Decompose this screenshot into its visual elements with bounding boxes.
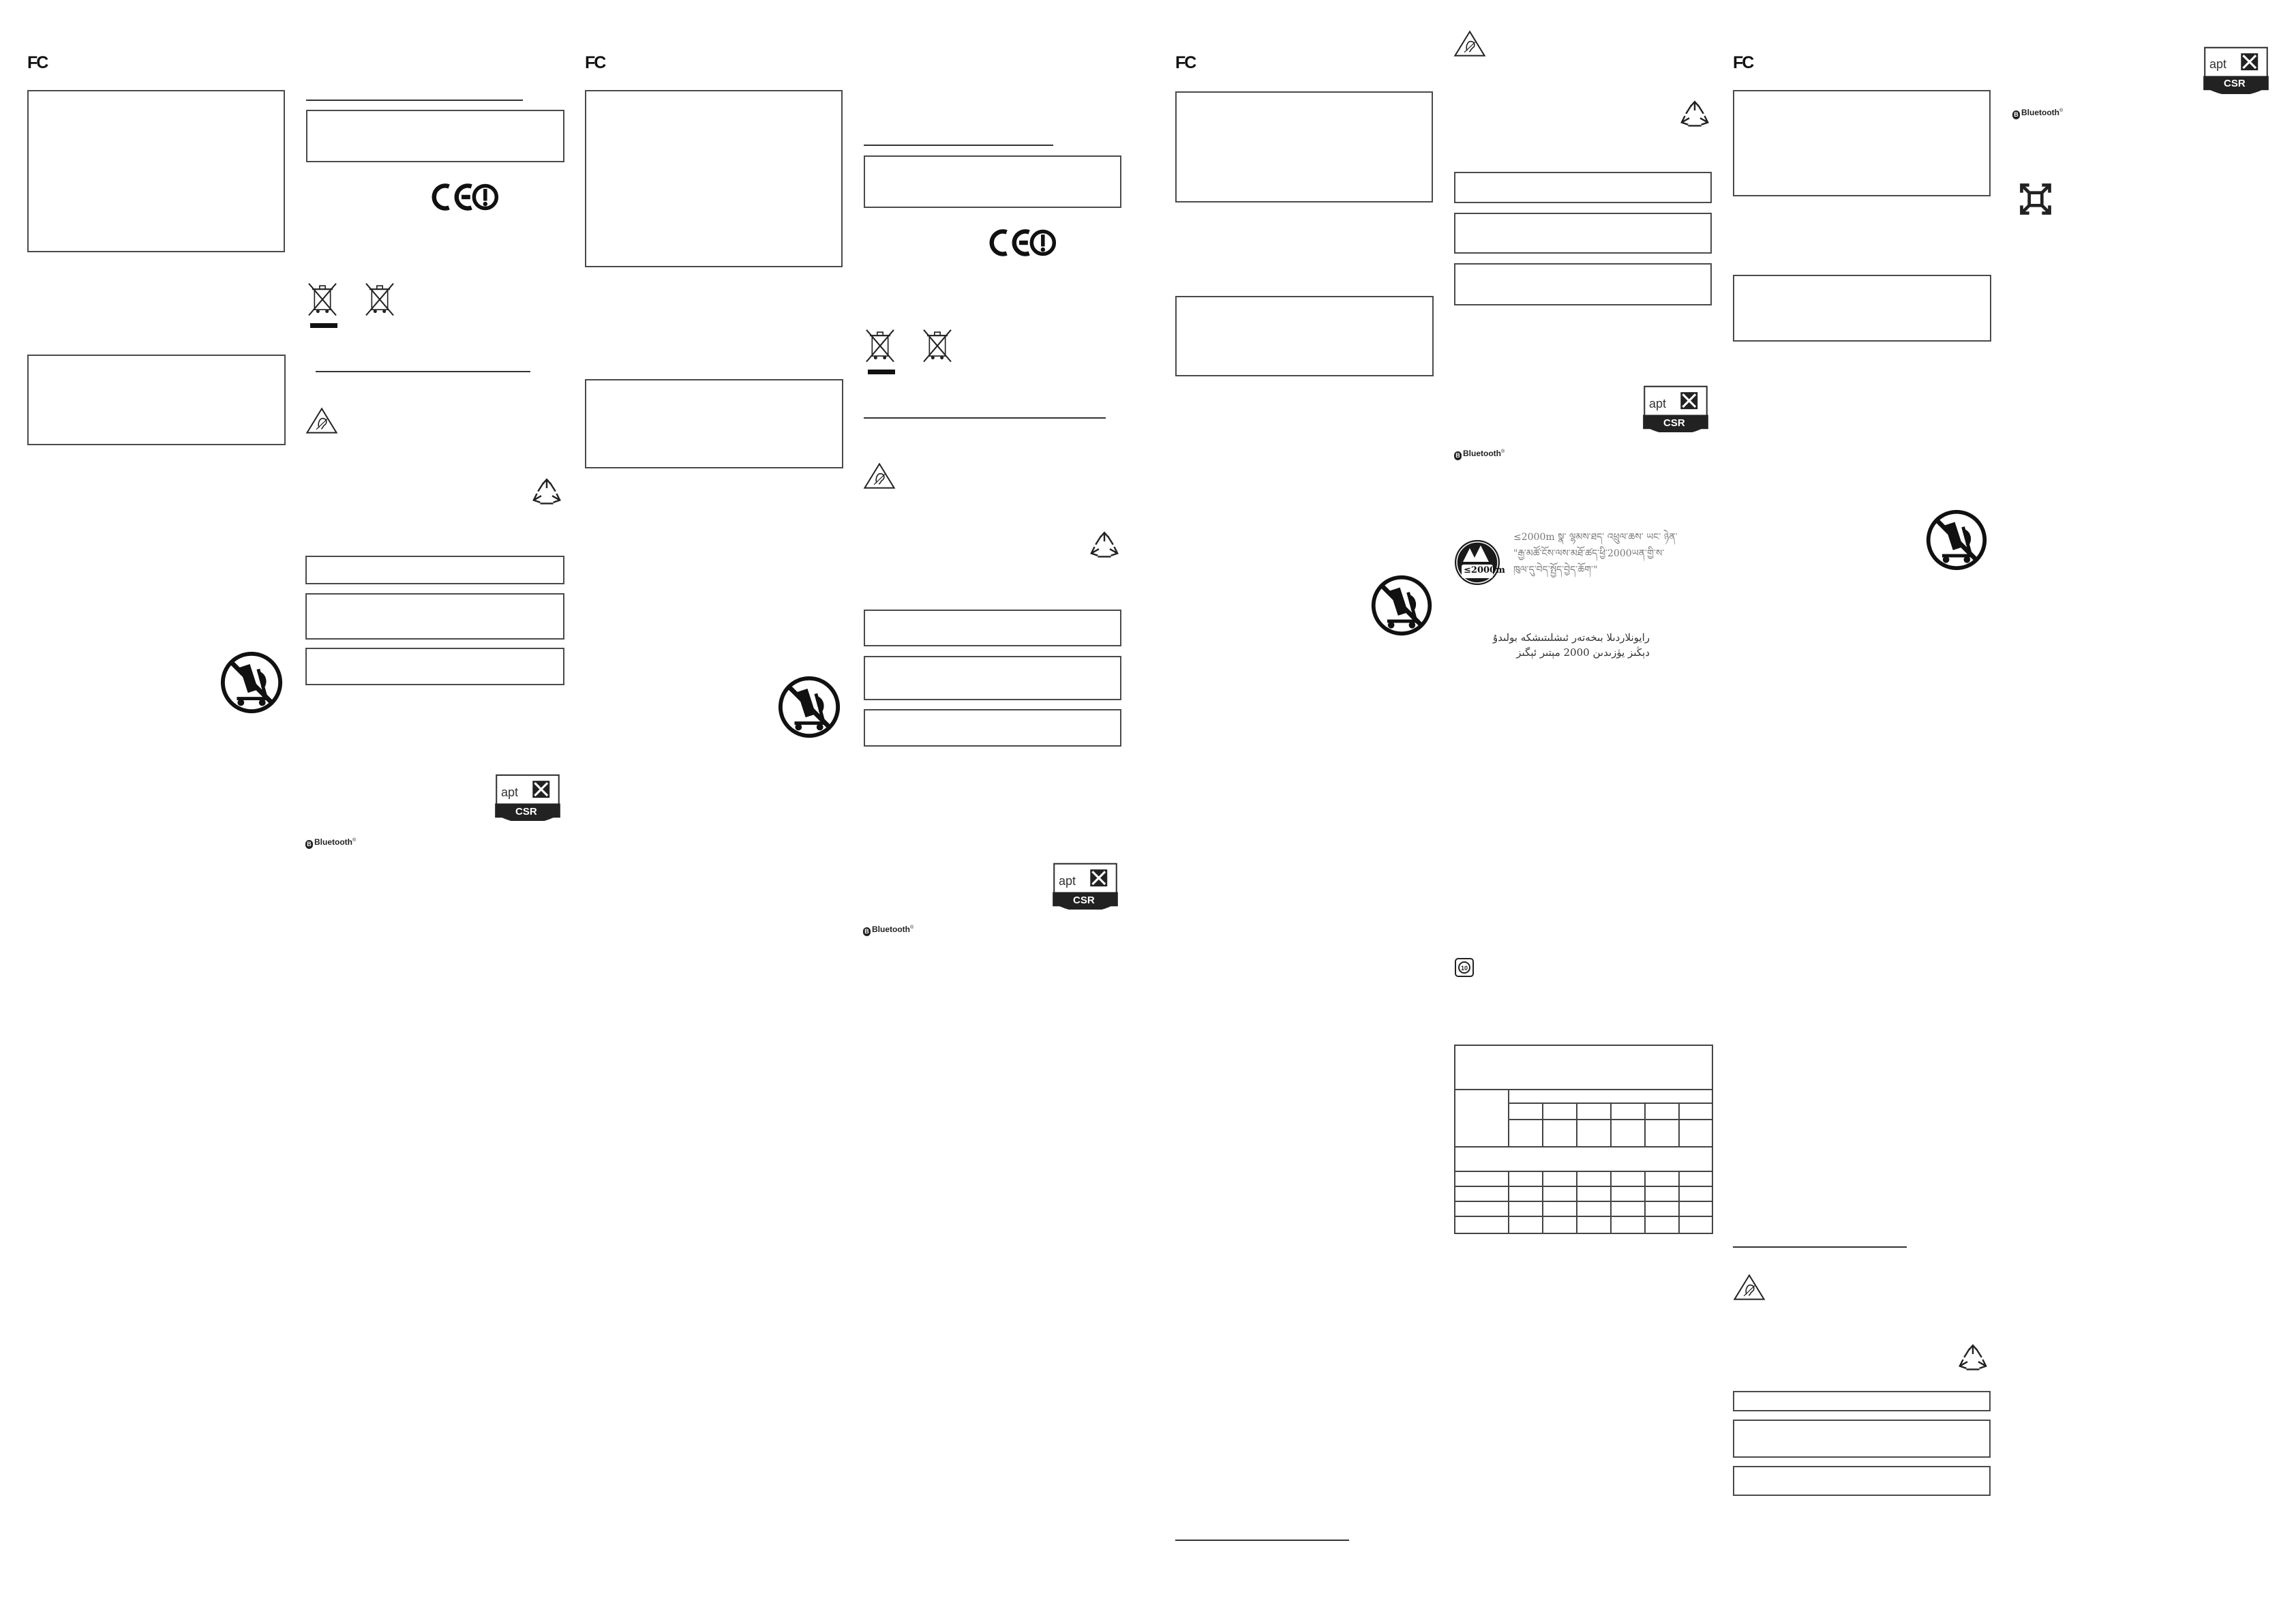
altitude-uyghur-line: دېڭىز يۈزىدىن 2000 مېتىر ئېگىز (1516, 646, 1650, 659)
text-block-box (1733, 275, 1991, 342)
text-block-box (1454, 263, 1712, 305)
text-block-box (1454, 172, 1712, 203)
cart-warning-icon (1369, 573, 1434, 638)
bluetooth-wordmark: Bluetooth (1463, 449, 1501, 458)
cart-warning-icon (776, 674, 843, 740)
recycle-icon (1678, 100, 1711, 132)
altitude-tibetan-line: ≤2000m སྣ་ ལྷམས་ཐད་ འཕྲུལ་ཆས་ ཡང་ ཉེན་ (1513, 532, 1678, 543)
csr-label: CSR (515, 806, 537, 817)
text-block-box (1175, 296, 1434, 376)
text-block-box (1733, 90, 1991, 196)
text-block-box (27, 90, 285, 252)
recycle-icon (1088, 530, 1121, 563)
text-block-box (27, 355, 286, 445)
altitude-badge: ≤2000m (1464, 565, 1505, 575)
recycle-icon (530, 477, 563, 510)
cart-warning-icon (1924, 507, 1989, 573)
altitude-tibetan-line: ཁུལ་དུ་བེད་སྤྱོད་བྱེད་ཆོག་" (1513, 565, 1598, 575)
text-block-box (864, 709, 1121, 747)
bluetooth-rune-icon: B (305, 840, 313, 849)
section-rule (316, 371, 530, 372)
csr-label: CSR (1663, 417, 1685, 429)
ce-mark-icon (424, 181, 499, 213)
text-block-box (1454, 213, 1712, 254)
fcc-logo: FC (27, 53, 48, 72)
bin-bar (310, 323, 337, 328)
section-rule (1175, 1540, 1349, 1541)
section-rule (864, 417, 1106, 419)
ce-mark-icon (982, 227, 1057, 258)
csr-label: CSR (1073, 895, 1095, 906)
altitude-uyghur-line: رايونلاردىلا بىخەتەر ئىشلىتىشكە بولىدۇ (1492, 631, 1650, 644)
text-block-box (1175, 91, 1433, 202)
csr-label: CSR (2224, 78, 2246, 89)
cart-warning-icon (218, 649, 285, 716)
bluetooth-logo: B Bluetooth® (863, 925, 913, 936)
text-block-box (305, 648, 564, 685)
crossed-bin-icon (863, 326, 897, 367)
bluetooth-rune-icon: B (1454, 451, 1462, 460)
text-block-box (305, 556, 564, 584)
bluetooth-logo: B Bluetooth® (305, 837, 356, 849)
aptx-label: apt (501, 785, 519, 799)
section-rule (864, 145, 1053, 146)
text-block-box (1733, 1391, 1991, 1411)
bluetooth-rune-icon: B (863, 927, 871, 936)
fcc-logo: FC (585, 53, 605, 72)
fcc-logo: FC (1175, 53, 1196, 72)
hearing-warning-icon (305, 407, 338, 434)
aptx-label: apt (1059, 874, 1076, 888)
recycling-cycle-icon (2016, 180, 2055, 218)
crossed-bin-icon (305, 280, 339, 320)
altitude-mountain-icon (1453, 539, 1501, 586)
section-rule (306, 100, 523, 101)
hearing-warning-icon (1733, 1274, 1766, 1301)
bin-bar (868, 370, 895, 374)
text-block-box (306, 110, 564, 162)
text-block-box (864, 610, 1121, 646)
crossed-bin-icon (363, 280, 397, 320)
text-block-box (864, 155, 1121, 208)
crossed-bin-icon (920, 326, 954, 367)
text-block-box (1733, 1466, 1991, 1496)
text-block-box (864, 656, 1121, 700)
hearing-warning-icon (863, 462, 896, 490)
bluetooth-wordmark: Bluetooth (2021, 108, 2059, 117)
text-block-box (1733, 1420, 1991, 1458)
bluetooth-logo: B Bluetooth® (1454, 449, 1505, 460)
substance-table (1454, 1045, 1713, 1234)
altitude-tibetan-line: "རྒྱ་མཚོ་ངོས་ལས་མཐོ་ཚད་ཕྱི་2000ཡན་གྱི་ས་ (1513, 548, 1665, 559)
bluetooth-wordmark: Bluetooth (314, 837, 352, 847)
section-rule (1733, 1246, 1907, 1248)
bluetooth-rune-icon: B (2012, 110, 2020, 119)
aptx-label: apt (2209, 57, 2227, 71)
fcc-logo: FC (1733, 53, 1753, 72)
recycle-icon (1957, 1343, 1989, 1376)
bluetooth-wordmark: Bluetooth (872, 925, 910, 934)
hearing-warning-icon (1453, 30, 1486, 57)
text-block-box (585, 90, 843, 267)
bluetooth-logo: B Bluetooth® (2012, 108, 2063, 119)
eco-period-icon (1454, 957, 1475, 978)
text-block-box (585, 379, 843, 468)
aptx-label: apt (1649, 397, 1667, 410)
text-block-box (305, 593, 564, 640)
